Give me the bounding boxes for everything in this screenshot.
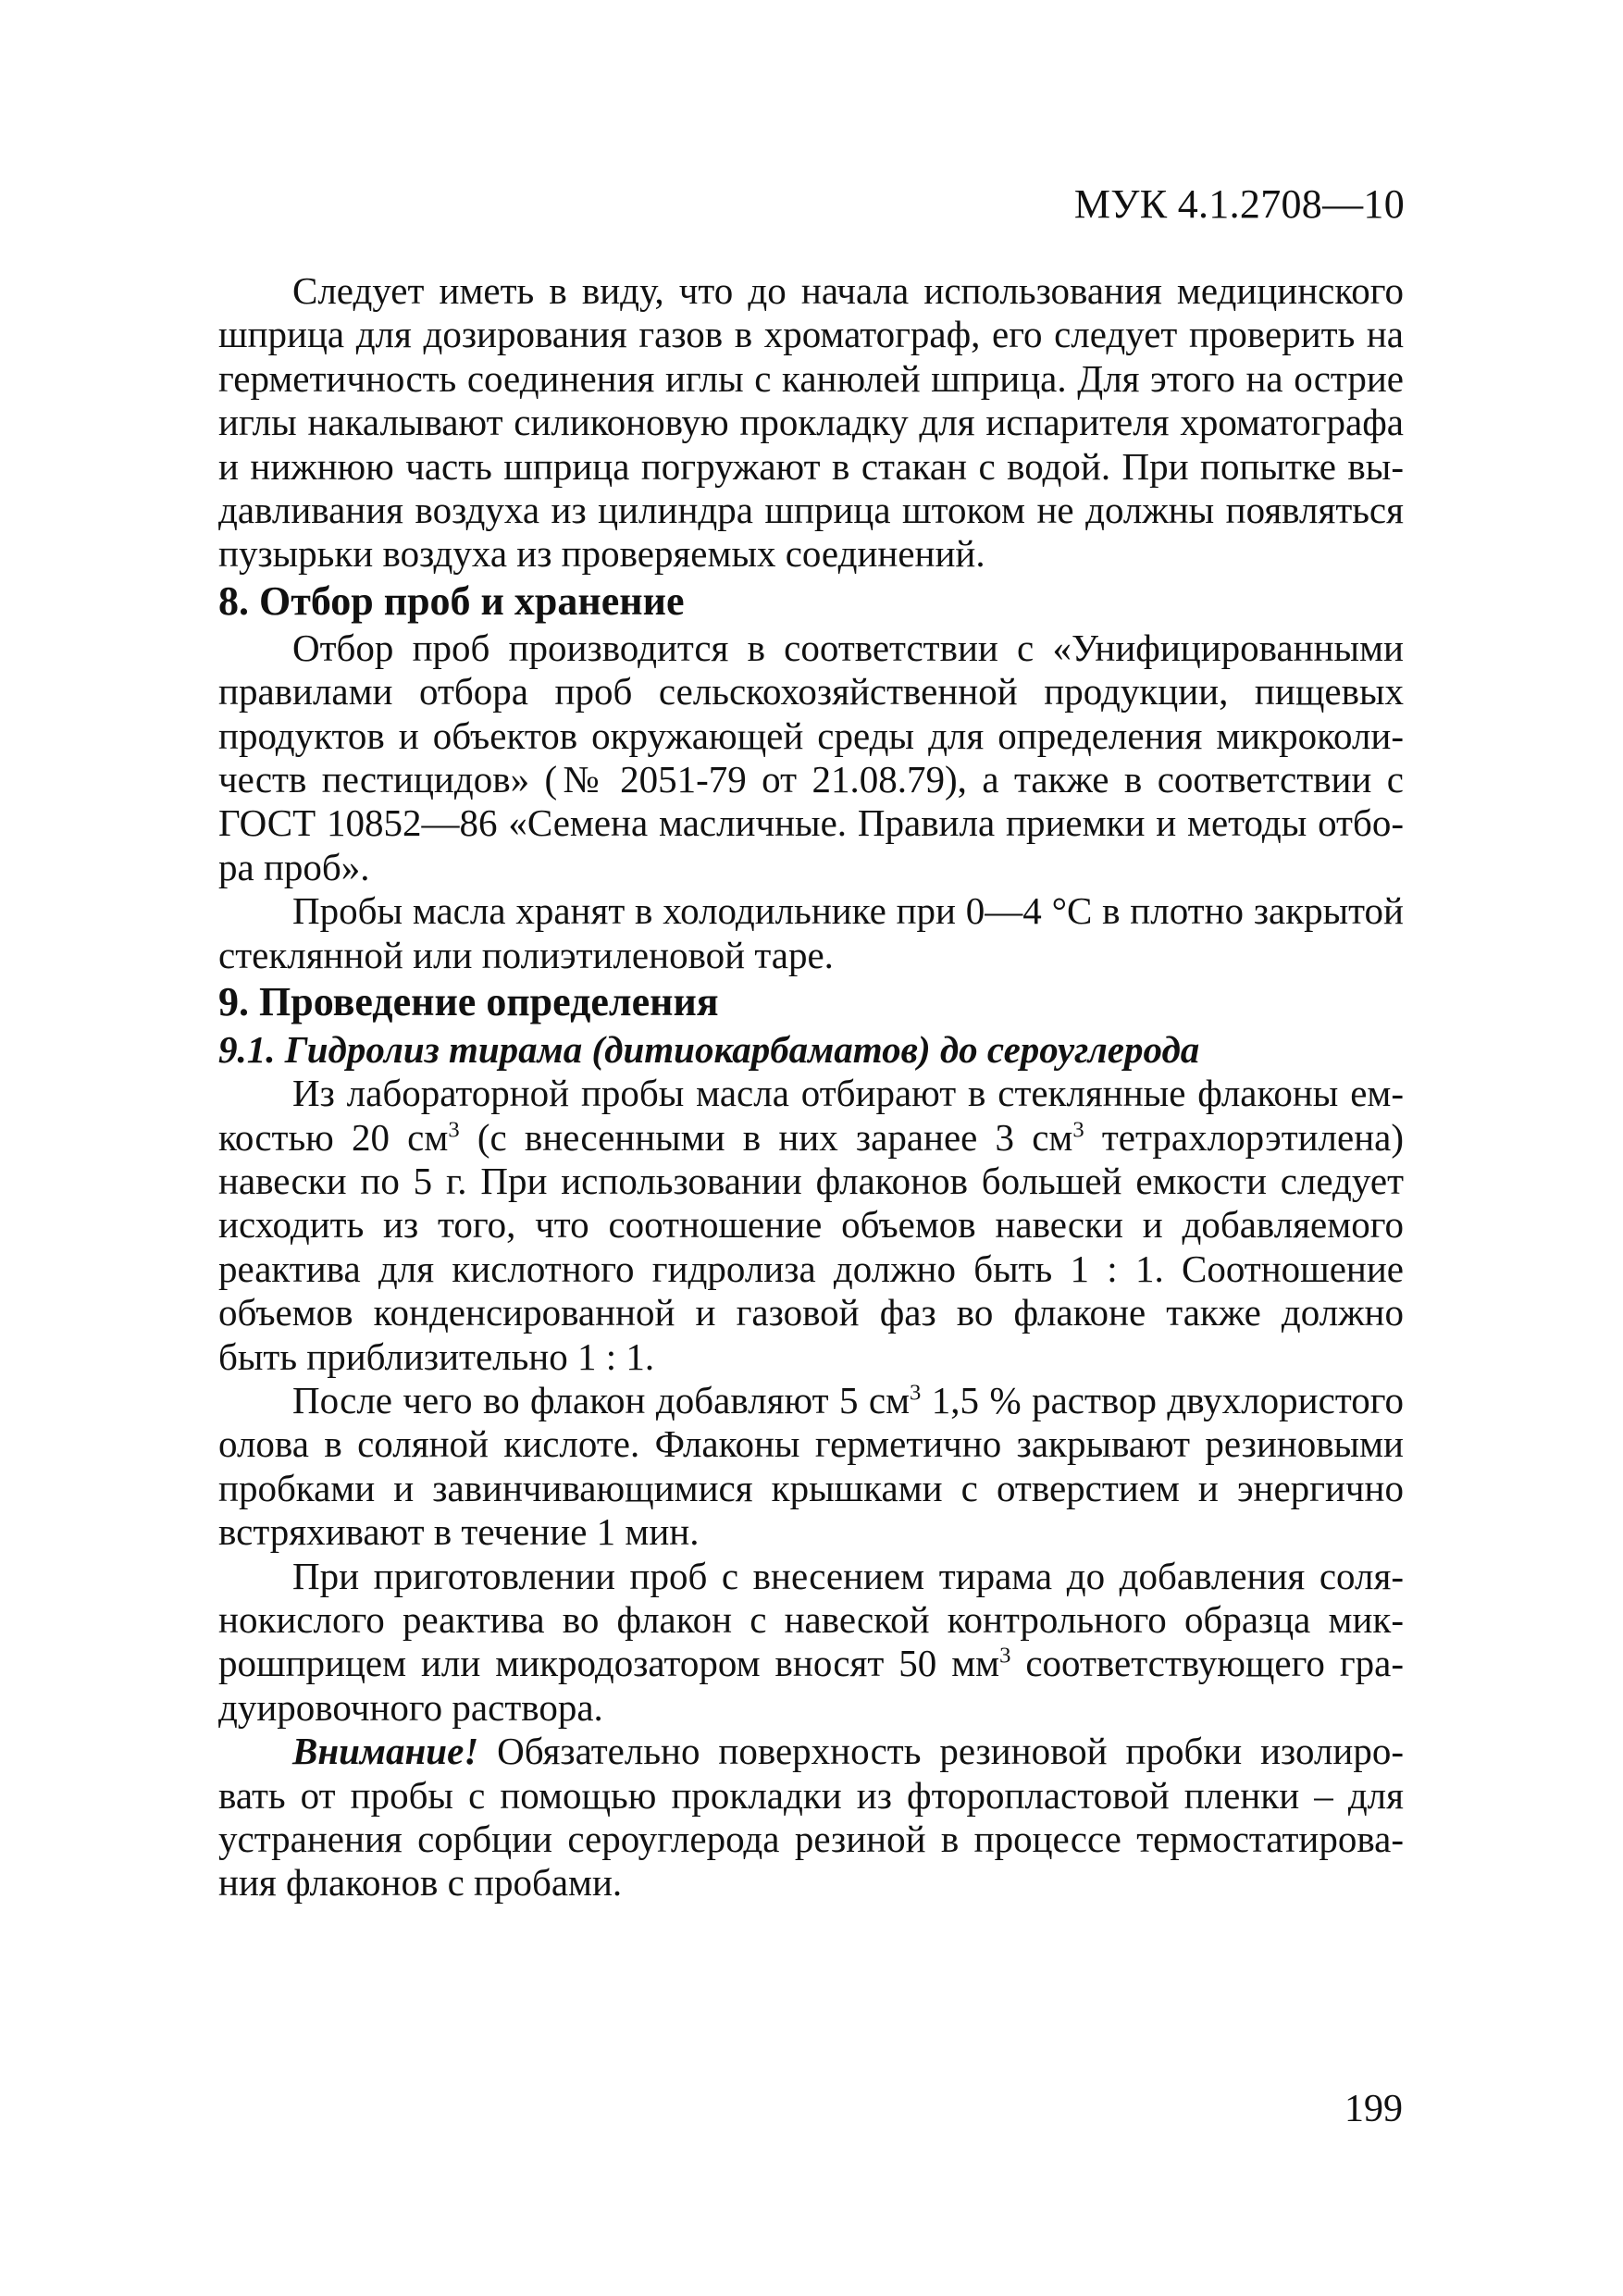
warning-label: Внимание! bbox=[292, 1730, 479, 1773]
running-header-document-code: МУК 4.1.2708—10 bbox=[1073, 181, 1405, 227]
superscript: 3 bbox=[910, 1380, 922, 1406]
section-9-heading: 9. Проведение определения bbox=[218, 979, 719, 1025]
intro-paragraph: Следует иметь в виду, что до начала использования медицинского шприца для дозирования газов в хроматограф, его следует проверить на герметичность соединения иглы с канюлей шприца. Для этого на острие иглы накалывают силиконовую прокладку для испарителя хроматографа и нижнюю часть шприца погружают в стакан с водой. При попытке выдавливания воздуха из цилиндра шприца штоком не должны появляться пузырьки воздуха из проверяемых соединений. bbox=[218, 269, 1404, 576]
section-9-paragraph-2 bbox=[218, 1379, 1404, 1555]
page-body bbox=[218, 269, 1404, 1905]
superscript: 3 bbox=[999, 1643, 1011, 1669]
text-run: Обязательно поверхность резиновой пробки изолировать от пробы с помощью прокладки из фторопластовой пленки – для устранения сорбции сероуглерода резиной в процессе термостатирования флаконов с пробами. bbox=[218, 1730, 1404, 1905]
text-run: При приготовлении проб с внесением тирама до добавления солянокислого реактива во флакон с навеской контрольного образца микрошприцем или микродозатором вносят 50 мм bbox=[218, 1554, 1404, 1685]
section-9-paragraph-4 bbox=[218, 1730, 1404, 1905]
text-run: После чего во флакон добавляют 5 см bbox=[292, 1378, 911, 1421]
section-9-paragraph-1 bbox=[218, 1072, 1404, 1379]
section-8-heading: 8. Отбор проб и хранение bbox=[218, 577, 685, 624]
text-run: Из лабораторной пробы масла отбирают в стеклянные флаконы емкостью 20 см bbox=[218, 1072, 1404, 1159]
subsection-9-1-heading: 9.1. Гидролиз тирама (дитиокарбаматов) до сероуглерода bbox=[218, 1028, 1200, 1072]
superscript: 3 bbox=[1072, 1116, 1084, 1142]
section-9-paragraph-3 bbox=[218, 1555, 1404, 1731]
text-run: (с внесенными в них заранее 3 см bbox=[459, 1115, 1073, 1159]
section-8-paragraph-1: Отбор проб производится в соответствии с «Унифицированными правилами отбора проб сельскохозяйственной продукции, пищевых продуктов и объектов окружающей среды для определения микроколичеств пестицидов» (№ 2051-79 от 21.08.79), а также в соответствии с ГОСТ 10852—86 «Семена масличные. Правила приемки и методы отбора проб». bbox=[218, 626, 1404, 888]
text-run: тетрахлорэтилена) навески по 5 г. При использовании флаконов большей емкости следует исходить из того, что соотношение объемов навески и добавляемого реактива для кислотного гидролиза должно быть 1 : 1. Соотношение объемов конденсированной и газовой фаз во флаконе также должно быть приблизительно 1 : 1. bbox=[218, 1115, 1404, 1378]
text-run: 1,5 % раствор двухлористого олова в соляной кислоте. Флаконы герметично закрывают резиновыми пробками и завинчивающимися крышками с отверстием и энергично встряхивают в течение 1 мин. bbox=[218, 1378, 1404, 1554]
section-8-paragraph-2: Пробы масла хранят в холодильнике при 0—4 °С в плотно закрытой стеклянной или полиэтиленовой таре. bbox=[218, 889, 1404, 976]
page-number: 199 bbox=[1344, 2088, 1403, 2130]
text-run: соответствующего градуировочного раствора. bbox=[218, 1642, 1404, 1729]
superscript: 3 bbox=[448, 1116, 460, 1142]
